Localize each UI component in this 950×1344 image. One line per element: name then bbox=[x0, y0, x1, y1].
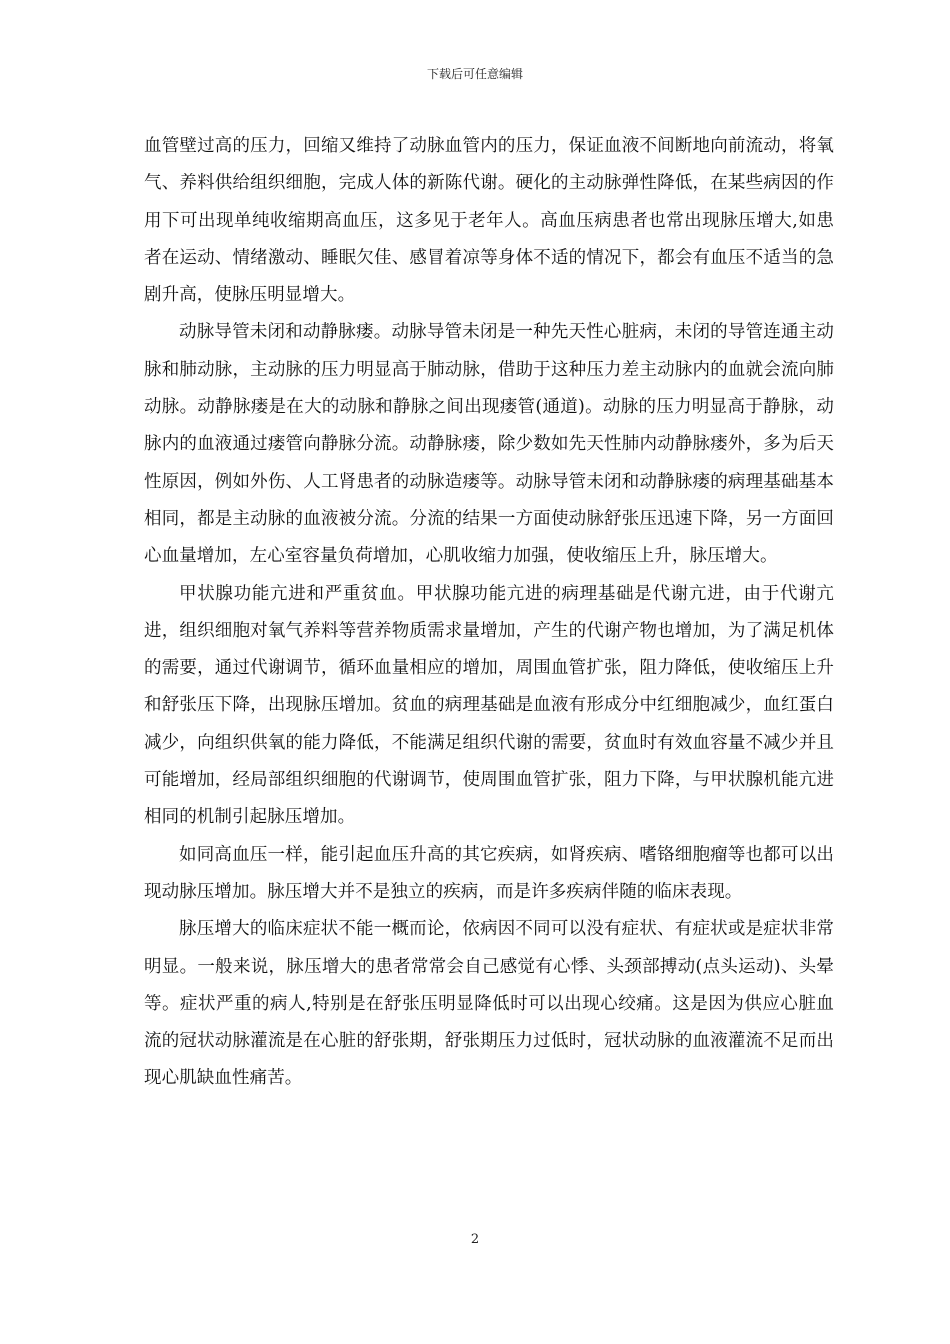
page-number: 2 bbox=[470, 1232, 480, 1247]
paragraph-symptoms: 脉压增大的临床症状不能一概而论，依病因不同可以没有症状、有症状或是症状非常明显。一般来说，脉压增大的患者常常会自己感觉有心悸、头颈部搏动(点头运动)、头晕等。症状严重的病人,特别是在舒张压明显降低时可以出现心绞痛。这是因为供应心脏血流的冠状动脉灌流是在心脏的舒张期，舒张期压力过低时，冠状动脉的血液灌流不足而出现心肌缺血性痛苦。 bbox=[144, 919, 834, 1089]
paragraph-ductus-arteriosus: 动脉导管未闭和动静脉瘘。动脉导管未闭是一种先天性心脏病，未闭的导管连通主动脉和肺动脉，主动脉的压力明显高于肺动脉，借助于这种压力差主动脉内的血就会流向肺动脉。动静脉瘘是在大的动脉和静脉之间出现瘘管(通道)。动脉的压力明显高于静脉，动脉内的血液通过瘘管向静脉分流。动静脉瘘，除少数如先天性肺内动静脉瘘外，多为后天性原因，例如外伤、人工肾患者的动脉造瘘等。动脉导管未闭和动静脉瘘的病理基础基本相同，都是主动脉的血液被分流。分流的结果一方面使动脉舒张压迅速下降，另一方面回心血量增加，左心室容量负荷增加，心肌收缩力加强，使收缩压上升，脉压增大。 bbox=[144, 322, 834, 567]
paragraph-continued: 血管壁过高的压力，回缩又维持了动脉血管内的压力，保证血液不间断地向前流动，将氧气、养料供给组织细胞，完成人体的新陈代谢。硬化的主动脉弹性降低，在某些病因的作用下可出现单纯收缩期高血压，这多见于老年人。高血压病患者也常出现脉压增大,如患者在运动、情绪激动、睡眠欠佳、感冒着凉等身体不适的情况下，都会有血压不适当的急剧升高，使脉压明显增大。 bbox=[144, 136, 834, 306]
paragraph-hyperthyroidism-anemia: 甲状腺功能亢进和严重贫血。甲状腺功能亢进的病理基础是代谢亢进，由于代谢亢进，组织细胞对氧气养料等营养物质需求量增加，产生的代谢产物也增加，为了满足机体的需要，通过代谢调节，循环血量相应的增加，周围血管扩张，阻力降低，使收缩压上升和舒张压下降，出现脉压增加。贫血的病理基础是血液有形成分中红细胞减少，血红蛋白减少，向组织供氧的能力降低，不能满足组织代谢的需要，贫血时有效血容量不减少并且可能增加，经局部组织细胞的代谢调节，使周围血管扩张，阻力下降，与甲状腺机能亢进相同的机制引起脉压增加。 bbox=[144, 583, 834, 828]
page-header: 下载后可任意编辑 bbox=[426, 67, 523, 81]
document-body bbox=[144, 128, 834, 1098]
paragraph-other-diseases: 如同高血压一样，能引起血压升高的其它疾病，如肾疾病、嗜铬细胞瘤等也都可以出现动脉压增加。脉压增大并不是独立的疾病，而是许多疾病伴随的临床表现。 bbox=[144, 844, 834, 902]
